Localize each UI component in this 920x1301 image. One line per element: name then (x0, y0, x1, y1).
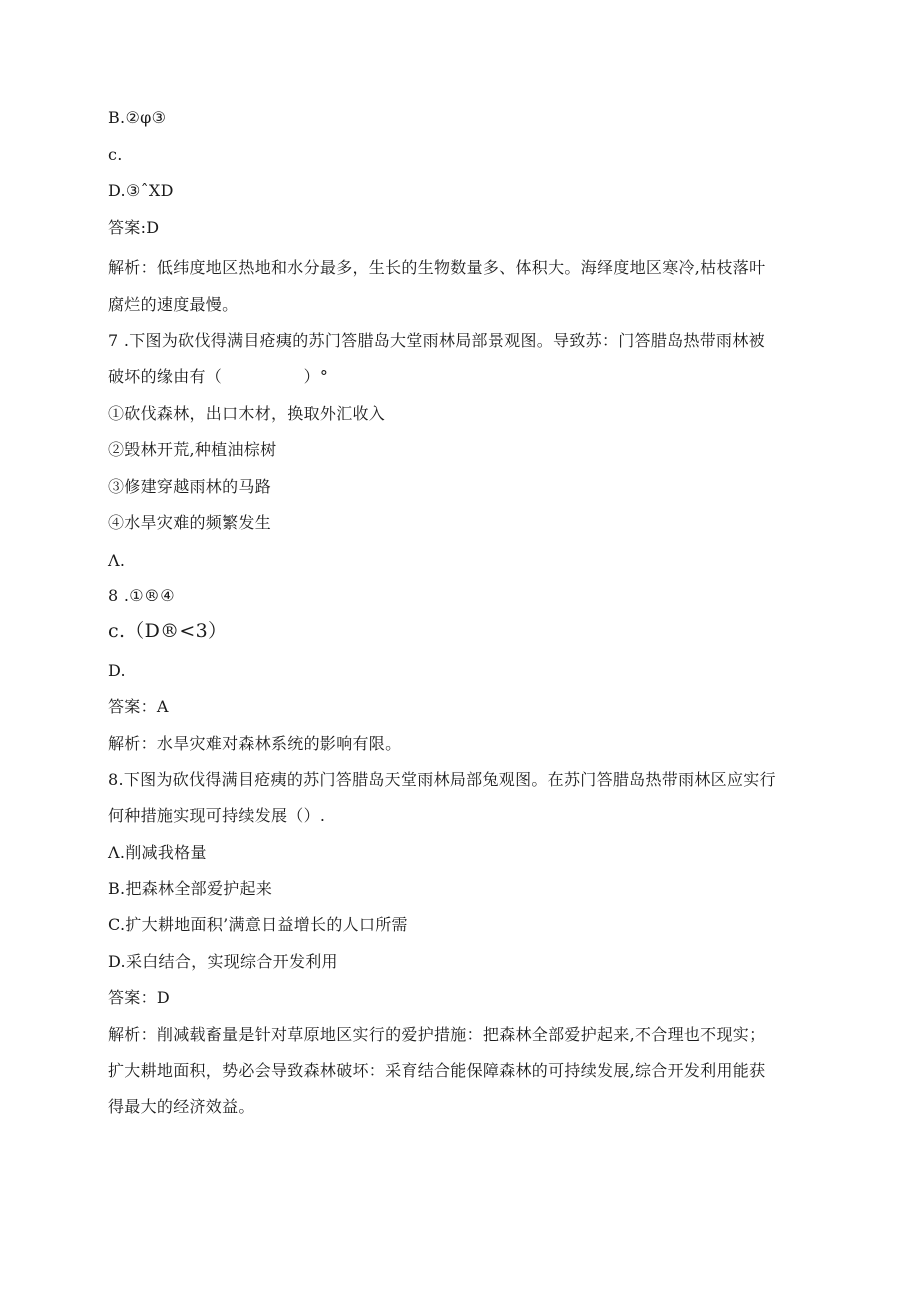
option-d-line: D.采白结合，实现综合开发利用 (108, 952, 338, 971)
statement-line: ②毁林开荒,种植油棕树 (108, 440, 277, 459)
option-a-line: Λ. (108, 551, 126, 570)
option-b-line: 8 .①®④ (108, 586, 175, 605)
analysis-line: 扩大耕地面积，势必会导致森林破坏：采育结合能保障森林的可持续发展,综合开发利用能获 (108, 1061, 766, 1080)
analysis-line: 解析：水旱灾难对森林系统的影响有限。 (108, 734, 402, 753)
answer-line: 答案:D (108, 218, 160, 237)
analysis-line: 解析：低纬度地区热地和水分最多，生长的生物数量多、体积大。海绎度地区寒冷,枯枝落叶 (108, 258, 766, 277)
answer-line: 答案：D (108, 988, 171, 1007)
option-b-line: B.把森林全部爱护起来 (108, 879, 273, 898)
option-c-line: C.扩大耕地面积’满意日益增长的人口所需 (108, 915, 408, 934)
question-line: 何种措施实现可持续发展（）. (108, 806, 326, 825)
analysis-line: 解析：削减载畜量是针对草原地区实行的爱护措施：把森林全部爱护起来,不合理也不现实； (108, 1025, 766, 1044)
analysis-line: 得最大的经济效益。 (108, 1097, 255, 1116)
question-line: 7 .下图为砍伐得满目疮痍的苏门答腊岛大堂雨林局部景观图。导致苏：门答腊岛热带雨林被 (108, 331, 765, 350)
option-c-line: c.（D®<3） (108, 620, 228, 642)
statement-line: ①砍伐森林，出口木材，换取外汇收入 (108, 404, 386, 423)
option-d-line: D.③ˆXD (108, 181, 174, 200)
question-line: 破坏的缘由有（ ）° (108, 367, 329, 386)
statement-line: ③修建穿越雨林的马路 (108, 477, 272, 496)
option-a-line: Λ.削减我格量 (108, 843, 207, 862)
statement-line: ④水旱灾难的频繁发生 (108, 513, 272, 532)
question-line: 8.下图为砍伐得满目疮痍的苏门答腊岛天堂雨林局部兔观图。在苏门答腊岛热带雨林区应实行 (108, 770, 776, 789)
analysis-line: 腐烂的速度最慢。 (108, 295, 239, 314)
option-c-line: c. (108, 145, 123, 164)
answer-line: 答案：A (108, 697, 169, 716)
option-b-line: B.②φ③ (108, 108, 167, 127)
option-d-line: D. (108, 661, 126, 680)
